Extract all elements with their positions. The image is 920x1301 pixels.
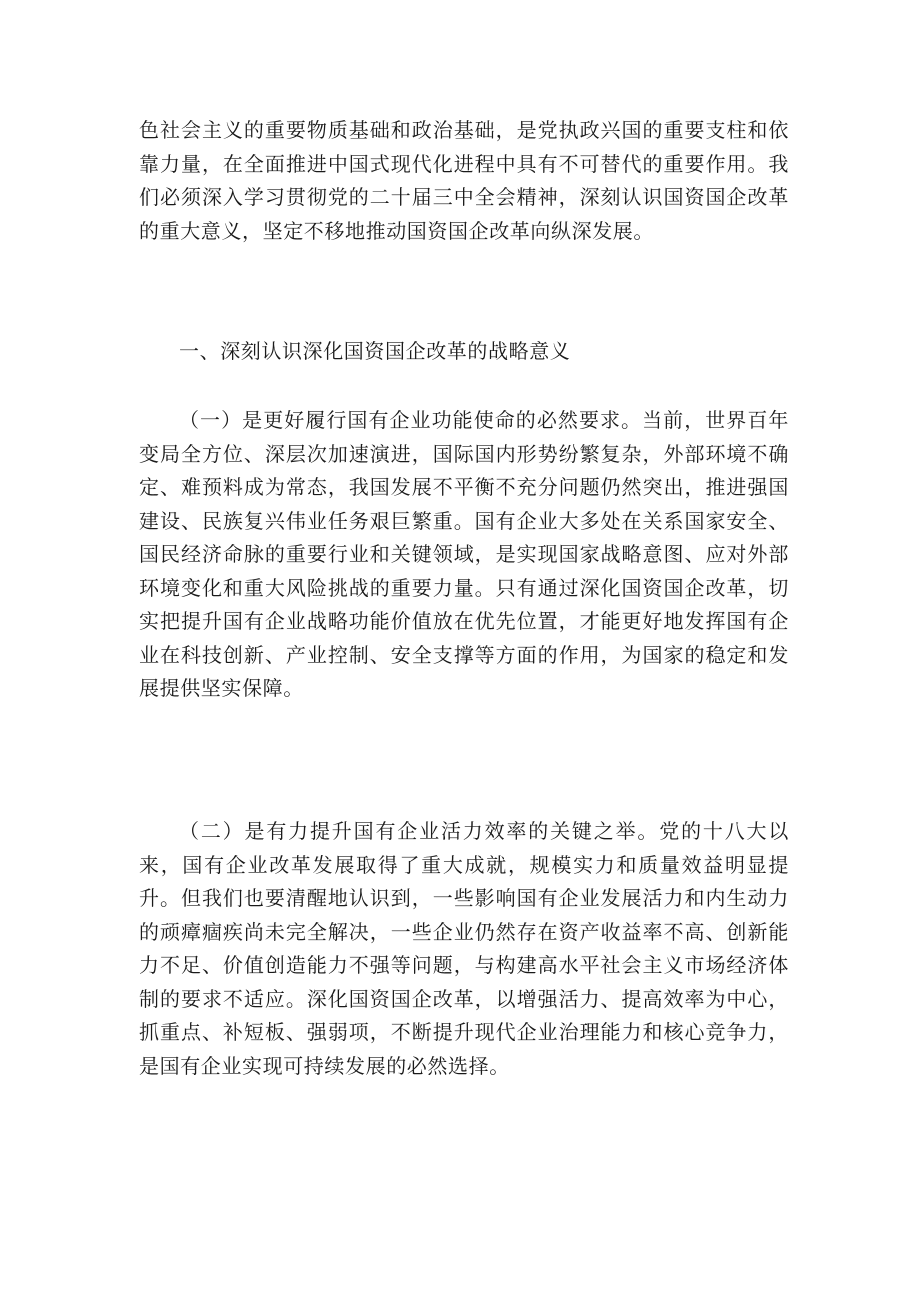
section-heading: 一、深刻认识深化国资国企改革的战略意义 [179, 339, 571, 363]
body-paragraph-point-one: （一）是更好履行国有企业功能使命的必然要求。当前，世界百年变局全方位、深层次加速演进，国际国内形势纷繁复杂，外部环境不确定、难预料成为常态，我国发展不平衡不充分问题仍然突出，推进强国建设、民族复兴伟业任务艰巨繁重。国有企业大多处在关系国家安全、国民经济命脉的重要行业和关键领域，是实现国家战略意图、应对外部环境变化和重大风险挑战的重要力量。只有通过深化国资国企改革，切实把提升国有企业战略功能价值放在优先位置，才能更好地发挥国有企业在科技创新、产业控制、安全支撑等方面的作用，为国家的稳定和发展提供坚实保障。 [139, 408, 789, 700]
body-paragraph-continued: 色社会主义的重要物质基础和政治基础，是党执政兴国的重要支柱和依靠力量，在全面推进中国式现代化进程中具有不可替代的重要作用。我们必须深入学习贯彻党的二十届三中全会精神，深刻认识国资国企改革的重大意义，坚定不移地推动国资国企改革向纵深发展。 [139, 118, 789, 243]
body-paragraph-point-two: （二）是有力提升国有企业活力效率的关键之举。党的十八大以来，国有企业改革发展取得了重大成就，规模实力和质量效益明显提升。但我们也要清醒地认识到，一些影响国有企业发展活力和内生动力的顽瘴痼疾尚未完全解决，一些企业仍然存在资产收益率不高、创新能力不足、价值创造能力不强等问题，与构建高水平社会主义市场经济体制的要求不适应。深化国资国企改革，以增强活力、提高效率为中心，抓重点、补短板、强弱项，不断提升现代企业治理能力和核心竞争力，是国有企业实现可持续发展的必然选择。 [139, 819, 789, 1078]
